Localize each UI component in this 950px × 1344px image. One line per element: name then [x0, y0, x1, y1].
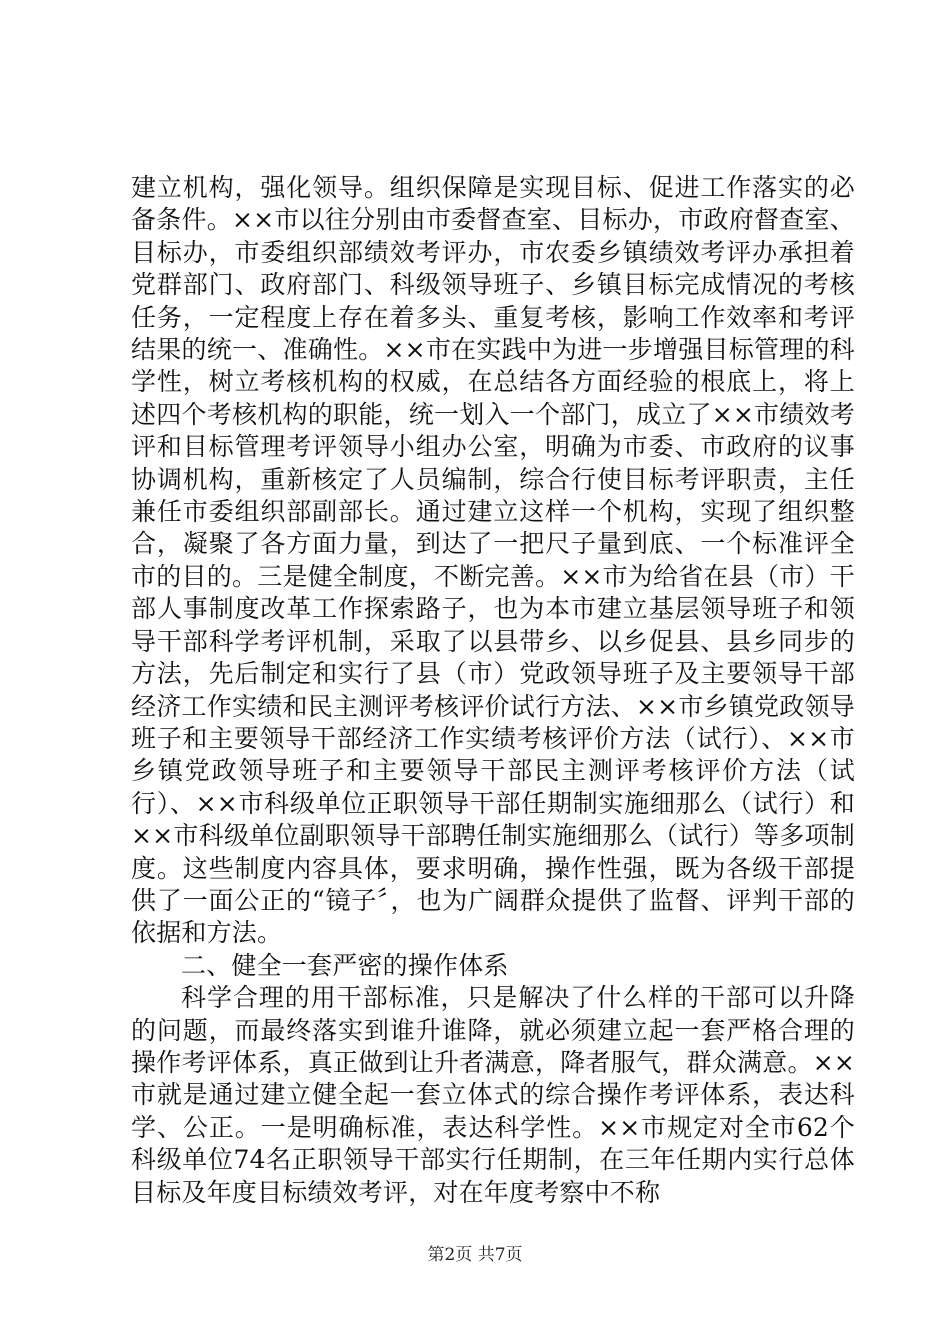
- section-heading: 二、健全一套严密的操作体系: [181, 950, 509, 980]
- document-body: [131, 172, 855, 1209]
- body-paragraph-2: 科学合理的用干部标准，只是解决了什么样的干部可以升降的问题，而最终落实到谁升谁降，就必须建立起一套严格合理的操作考评体系，真正做到让升者满意，降者服气，群众满意。××市就是通过建立健全起一套立体式的综合操作考评体系，表达科学、公正。一是明确标准，表达科学性。××市规定对全市62个科级单位74名正职领导干部实行任期制，在三年任期内实行总体目标及年度目标绩效考评，对在年度考察中不称: [131, 983, 855, 1207]
- page-footer: 第2页 共7页: [427, 1245, 523, 1265]
- body-paragraph-1: 建立机构，强化领导。组织保障是实现目标、促进工作落实的必备条件。××市以往分别由市委督查室、目标办，市政府督查室、目标办，市委组织部绩效考评办，市农委乡镇绩效考评办承担着党群部门、政府部门、科级领导班子、乡镇目标完成情况的考核任务，一定程度上存在着多头、重复考核，影响工作效率和考评结果的统一、准确性。××市在实践中为进一步增强目标管理的科学性，树立考核机构的权威，在总结各方面经验的根底上，将上述四个考核机构的职能，统一划入一个部门，成立了××市绩效考评和目标管理考评领导小组办公室，明确为市委、市政府的议事协调机构，重新核定了人员编制，综合行使目标考评职责，主任兼任市委组织部副部长。通过建立这样一个机构，实现了组织整合，凝聚了各方面力量，到达了一把尺子量到底、一个标准评全市的目的。三是健全制度，不断完善。××市为给省在县（市）干部人事制度改革工作探索路子，也为本市建立基层领导班子和领导干部科学考评机制，采取了以县带乡、以乡促县、县乡同步的方法，先后制定和实行了县（市）党政领导班子及主要领导干部经济工作实绩和民主测评考核评价试行方法、××市乡镇党政领导班子和主要领导干部经济工作实绩考核评价方法（试行）、××市乡镇党政领导班子和主要领导干部民主测评考核评价方法（试行）、××市科级单位正职领导干部任期制实施细那么（试行）和××市科级单位副职领导干部聘任制实施细那么（试行）等多项制度。这些制度内容具体，要求明确，操作性强，既为各级干部提供了一面公正的“镜子〞，也为广阔群众提供了监督、评判干部的依据和方法。: [131, 173, 855, 948]
